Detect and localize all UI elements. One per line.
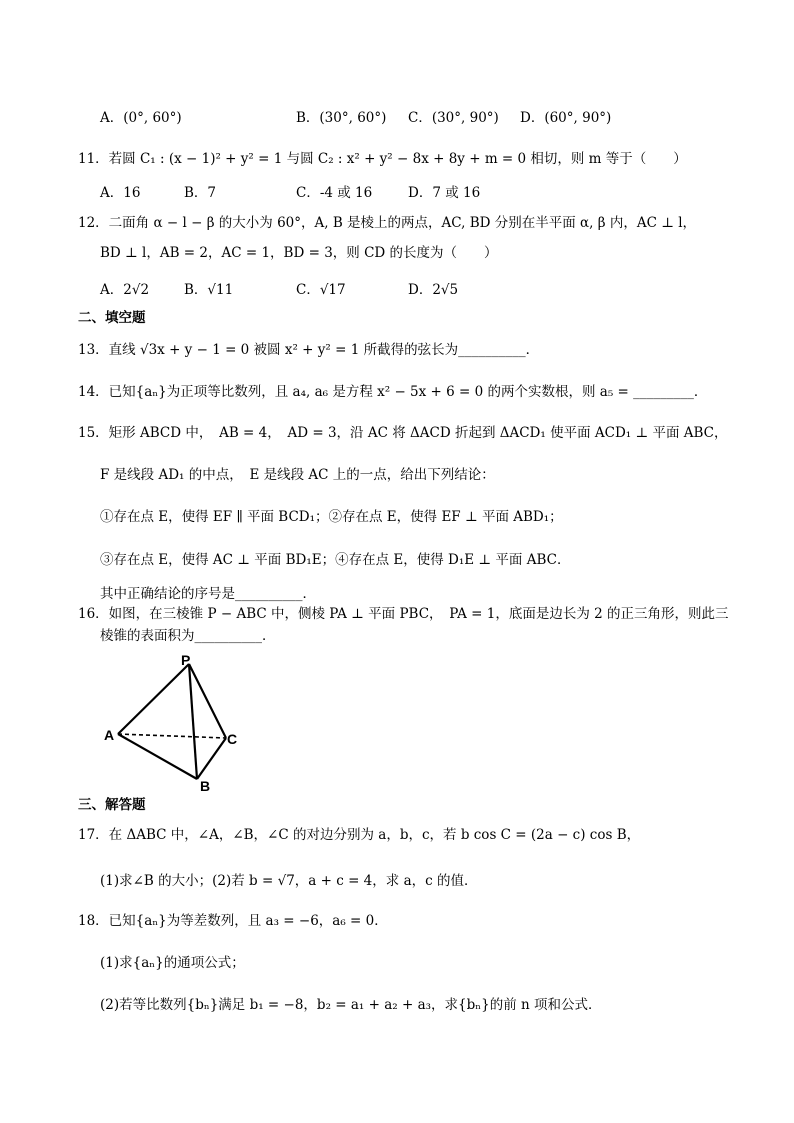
q15-line2: F 是线段 AD₁ 的中点， E 是线段 AC 上的一点，给出下列结论： — [100, 467, 495, 483]
q13: 13．直线 √3x + y − 1 = 0 被圆 x² + y² = 1 所截得的弦长为__________． — [78, 342, 540, 358]
q18-line1: 18．已知{aₙ}为等差数列，且 a₃ = −6，a₆ = 0． — [78, 913, 388, 929]
label-b: B — [200, 778, 211, 794]
q12-option-d: D．2√5 — [408, 282, 459, 298]
q11-option-d: D．7 或 16 — [408, 185, 481, 201]
q10-option-d: D．(60°, 90°) — [520, 110, 612, 126]
q16-line2: 棱锥的表面积为__________． — [100, 628, 276, 644]
q15-line5: 其中正确结论的序号是__________． — [100, 586, 316, 602]
q12-line2: BD ⊥ l，AB = 2，AC = 1，BD = 3，则 CD 的长度为（ ） — [100, 245, 498, 261]
q10-option-c: C．(30°, 90°) — [408, 110, 499, 126]
q15-line3: ①存在点 E，使得 EF ∥ 平面 BCD₁；②存在点 E，使得 EF ⊥ 平面 ABD₁； — [100, 509, 563, 525]
q11-option-c: C．-4 或 16 — [296, 185, 373, 201]
edge-ab — [118, 734, 197, 779]
q15-line4: ③存在点 E，使得 AC ⊥ 平面 BD₁E；④存在点 E，使得 D₁E ⊥ 平面 ABC． — [100, 552, 571, 568]
section-answer-heading: 三、解答题 — [78, 797, 146, 813]
label-p: P — [181, 652, 191, 668]
q14: 14．已知{aₙ}为正项等比数列，且 a₄, a₆ 是方程 x² − 5x + 6 = 0 的两个实数根，则 a₅ = _________． — [78, 384, 708, 400]
label-a: A — [104, 727, 115, 743]
q10-option-b: B．(30°, 60°) — [296, 110, 387, 126]
section-fill-in-heading: 二、填空题 — [78, 310, 146, 326]
q17-line1: 17．在 ΔABC 中，∠A，∠B，∠C 的对边分别为 a，b，c，若 b cos C = (2a − c) cos B， — [78, 827, 641, 843]
q17-line2: (1)求∠B 的大小；(2)若 b = √7，a + c = 4，求 a，c 的值． — [100, 873, 478, 889]
edge-pb — [189, 664, 197, 779]
q16-line1: 16．如图，在三棱锥 P − ABC 中，侧棱 PA ⊥ 平面 PBC， PA = 1，底面是边长为 2 的正三角形，则此三 — [78, 606, 729, 622]
pyramid-figure — [100, 652, 250, 794]
q11-option-b: B．7 — [184, 185, 217, 201]
q10-option-a: A．(0°, 60°) — [100, 110, 182, 126]
edge-ac-hidden — [118, 734, 226, 738]
edge-pa — [118, 664, 189, 734]
q12-option-c: C．√17 — [296, 282, 346, 298]
q11-stem: 11．若圆 C₁ : (x − 1)² + y² = 1 与圆 C₂ : x² + y² − 8x + 8y + m = 0 相切，则 m 等于（ ） — [78, 151, 687, 167]
edge-pc — [189, 664, 226, 738]
q12-option-a: A．2√2 — [100, 282, 150, 298]
q18-line3: (2)若等比数列{bₙ}满足 b₁ = −8，b₂ = a₁ + a₂ + a₃，求{bₙ}的前 n 项和公式． — [100, 997, 602, 1013]
q12-line1: 12．二面角 α − l − β 的大小为 60°，A, B 是棱上的两点，AC, BD 分别在半平面 α, β 内，AC ⊥ l， — [78, 215, 697, 231]
label-c: C — [227, 731, 238, 747]
q18-line2: (1)求{aₙ}的通项公式； — [100, 955, 245, 971]
q15-line1: 15．矩形 ABCD 中， AB = 4， AD = 3，沿 AC 将 ΔACD 折起到 ΔACD₁ 使平面 ACD₁ ⊥ 平面 ABC， — [78, 425, 728, 441]
q12-option-b: B．√11 — [184, 282, 234, 298]
edge-bc — [197, 738, 226, 779]
q11-option-a: A．16 — [100, 185, 141, 201]
